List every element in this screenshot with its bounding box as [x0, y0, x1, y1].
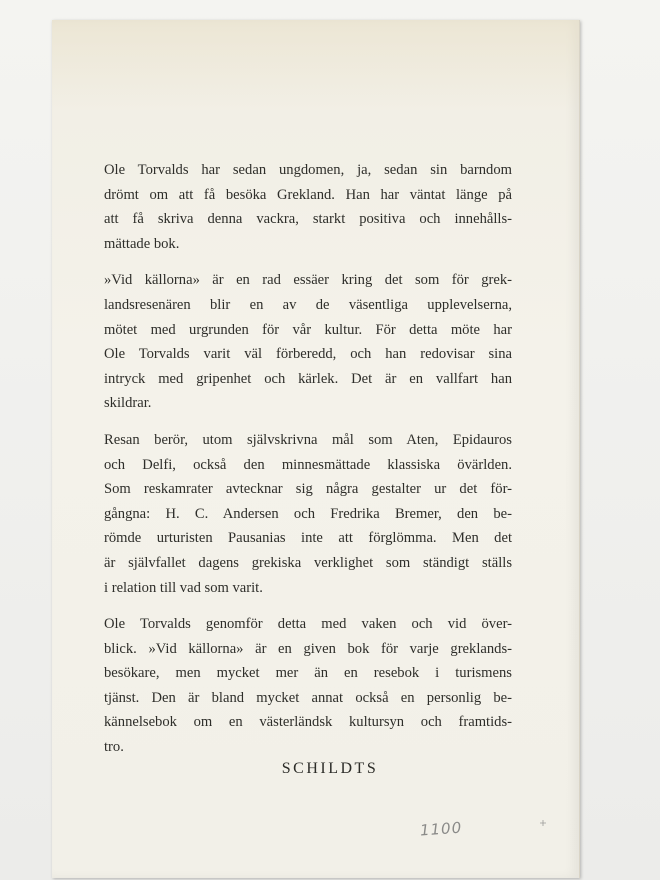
- text-line: Ole Torvalds har sedan ungdomen, ja, sedan sin barndom: [104, 162, 512, 178]
- text-line: Ole Torvalds genomför detta med vaken och vid över-: [104, 616, 512, 633]
- pencil-tick-mark: [538, 818, 548, 828]
- text-line: landsresenären blir en av de väsentliga upplevelserna,: [104, 296, 512, 313]
- text-line: »Vid källorna» är en rad essäer kring det som för grek-: [104, 272, 512, 289]
- text-line: besökare, men mycket mer än en resebok i turismens: [104, 665, 512, 682]
- text-line: är självfallet dagens grekiska verklighet som ständigt ställs: [104, 554, 512, 571]
- text-line: intryck med gripenhet och kärlek. Det är en vallfart han: [104, 370, 512, 387]
- text-line: och Delfi, också den minnesmättade klassiska övärlden.: [104, 456, 512, 473]
- text-line: i relation till vad som varit.: [104, 579, 263, 596]
- text-line: att få skriva denna vackra, starkt positiva och innehålls-: [104, 211, 512, 228]
- text-line: drömt om att få besöka Grekland. Han har väntat länge på: [104, 186, 512, 203]
- text-line: blick. »Vid källorna» är en given bok för varje greklands-: [104, 640, 512, 657]
- blurb-paragraph-3: [104, 428, 512, 600]
- text-line: mättade bok.: [104, 235, 180, 252]
- text-line: römde urturisten Pausanias inte att förglömma. Men det: [104, 530, 512, 547]
- text-line: tro.: [104, 739, 124, 756]
- text-line: tjänst. Den är bland mycket annat också en personlig be-: [104, 689, 512, 706]
- text-line: Resan berör, utom självskrivna mål som Aten, Epidauros: [104, 431, 512, 448]
- blurb-paragraph-2: [104, 268, 512, 416]
- blurb-paragraph-4: [104, 612, 512, 760]
- publisher-name: SCHILDTS: [281, 760, 379, 777]
- text-line: Som reskamrater avtecknar sig några gestalter ur det för-: [104, 481, 512, 498]
- blurb-paragraph-1: [104, 158, 512, 256]
- text-line: kännelsebok om en västerländsk kultursyn och framtids-: [104, 714, 512, 731]
- text-line: Ole Torvalds varit väl förberedd, och han redovisar sina: [104, 346, 512, 363]
- text-line: gångna: H. C. Andersen och Fredrika Bremer, den be-: [104, 505, 512, 522]
- text-line: skildrar.: [104, 395, 152, 412]
- pencil-price-note: 1100: [419, 818, 463, 840]
- text-line: mötet med urgrunden för vår kultur. För detta möte har: [104, 321, 512, 338]
- blurb-text: [104, 158, 512, 772]
